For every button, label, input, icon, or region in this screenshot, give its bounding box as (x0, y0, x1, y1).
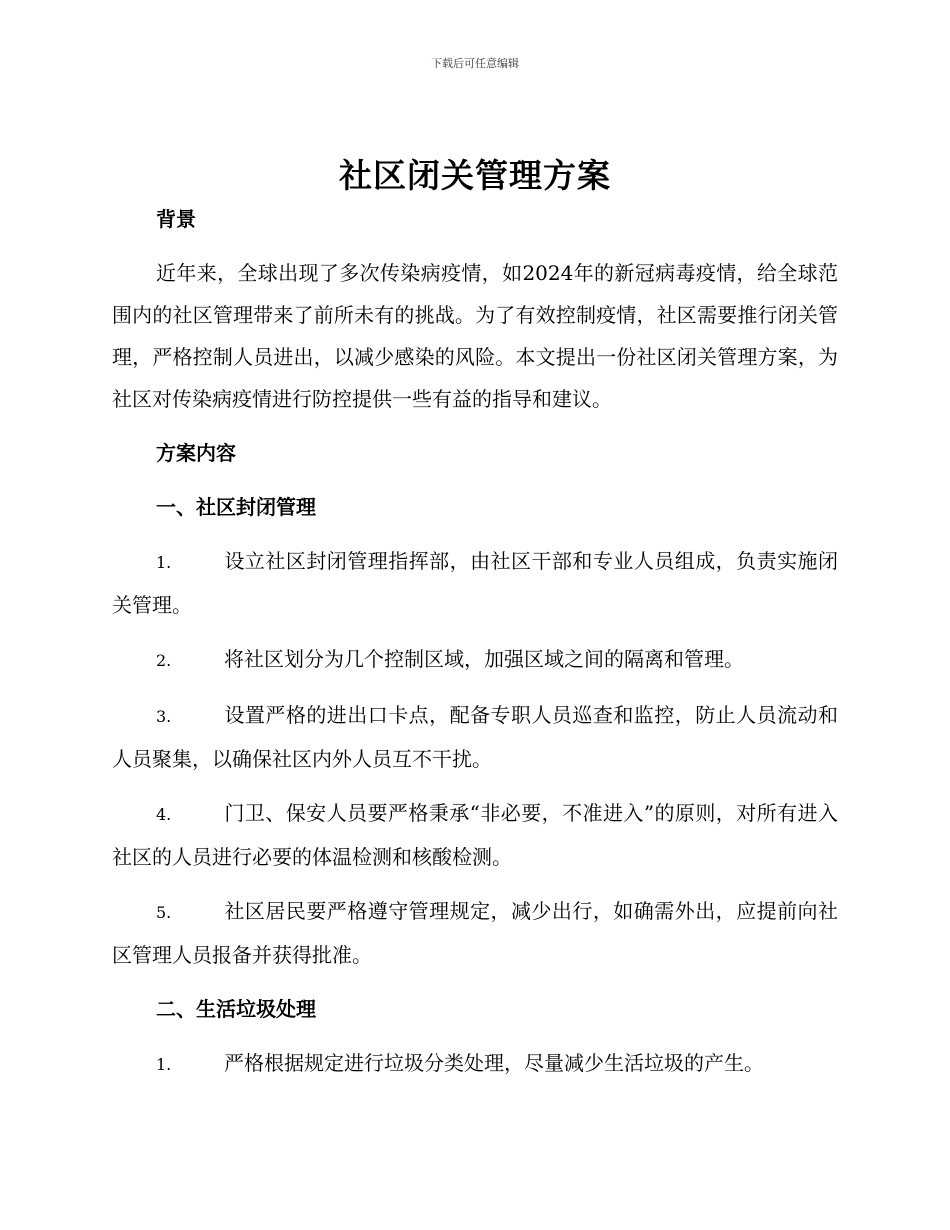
list-item-text: 设立社区封闭管理指挥部，由社区干部和专业人员组成，负责实施闭关管理。 (112, 549, 838, 617)
list-item-text: 将社区划分为几个控制区域，加强区域之间的隔离和管理。 (224, 647, 744, 671)
list-item (112, 540, 838, 626)
list-item-number: 4. (156, 805, 172, 824)
part2-heading: 二、生活垃圾处理 (156, 997, 316, 1021)
list-item-text: 门卫、保安人员要严格秉承“非必要，不准进入”的原则，对所有进入社区的人员进行必要的体温检测和核酸检测。 (112, 801, 838, 869)
list-item-text: 设置严格的进出口卡点，配备专职人员巡查和监控，防止人员流动和人员聚集，以确保社区内外人员互不干扰。 (112, 703, 838, 771)
list-item-number: 5. (156, 903, 172, 922)
list-item-number: 1. (156, 1055, 172, 1074)
part1-heading: 一、社区封闭管理 (156, 495, 316, 519)
list-item-text: 社区居民要严格遵守管理规定，减少出行，如确需外出，应提前向社区管理人员报备并获得批准。 (112, 899, 838, 967)
list-item-number: 3. (156, 707, 172, 726)
list-item (112, 694, 838, 780)
list-item-number: 1. (156, 553, 172, 572)
background-heading: 背景 (156, 207, 196, 231)
document-body (112, 198, 838, 1086)
list-item (112, 1042, 838, 1086)
header-note: 下载后可任意编辑 (431, 57, 519, 70)
list-item (112, 638, 838, 682)
list-item-text: 严格根据规定进行垃圾分类处理，尽量减少生活垃圾的产生。 (224, 1051, 764, 1075)
list-item (112, 890, 838, 976)
list-item-number: 2. (156, 651, 172, 670)
background-paragraph: 近年来，全球出现了多次传染病疫情，如2024年的新冠病毒疫情，给全球范围内的社区管理带来了前所未有的挑战。为了有效控制疫情，社区需要推行闭关管理，严格控制人员进出，以减少感染的风险。本文提出一份社区闭关管理方案，为社区对传染病疫情进行防控提供一些有益的指导和建议。 (112, 261, 838, 411)
page-title: 社区闭关管理方案 (339, 156, 611, 195)
plan-heading: 方案内容 (156, 441, 236, 465)
list-item (112, 792, 838, 878)
